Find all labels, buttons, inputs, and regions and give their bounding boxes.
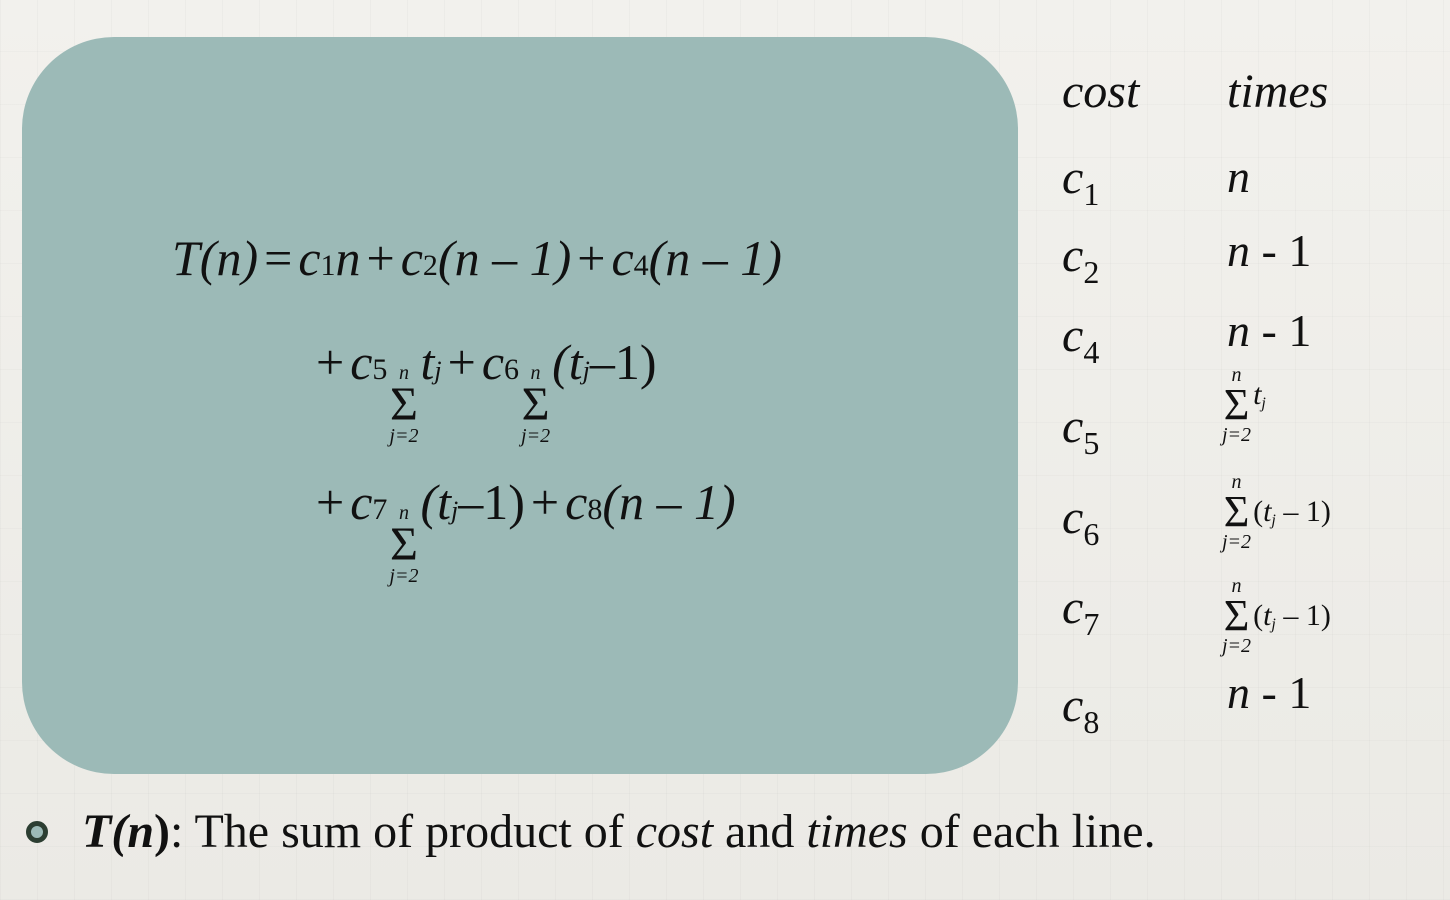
formula-lhs: T(n) <box>172 230 259 286</box>
bullet-text-3: of each line. <box>907 805 1156 858</box>
coef-c4: c <box>611 230 634 286</box>
header-cost: cost <box>1062 65 1140 118</box>
formula-line-1: T(n) = c 1 n + c 2 (n – 1) + c 4 (n – 1) <box>172 230 782 286</box>
coef-c8: c <box>565 474 588 530</box>
bullet-lead-t: T( <box>82 805 128 858</box>
term-n-minus-1: (n – 1) <box>648 230 782 286</box>
table-row <box>1062 150 1442 220</box>
term-n-minus-1: (n – 1) <box>602 474 736 530</box>
sigma-symbol: Σ <box>521 378 550 431</box>
row-cost: $c_1$ <box>1062 151 1100 212</box>
sigma-symbol: Σ <box>389 378 418 431</box>
row-cost: $c_7$ <box>1062 581 1100 642</box>
row-times: n <box>1227 151 1250 202</box>
equals-sign: = <box>264 230 293 286</box>
term-t: t <box>420 334 435 390</box>
plus-sign: + <box>447 334 476 390</box>
cost-times-table <box>1062 0 1442 760</box>
term-open: (t <box>420 474 452 530</box>
plus-sign: + <box>316 334 345 390</box>
plus-sign: + <box>577 230 606 286</box>
summation: n Σ j=2 <box>1222 575 1252 657</box>
formula-line-2: + c 5 n Σ j=2 t j + c 6 n Σ j=2 (t j –1) <box>316 334 657 448</box>
bullet-colon: : <box>170 805 184 858</box>
sum-lower-limit: j=2 <box>389 425 419 448</box>
sum-lower-limit: j=2 <box>389 565 419 588</box>
coef-c2: c <box>400 230 423 286</box>
row-times-sum: n Σ j=2 (tj – 1) <box>1222 471 1331 553</box>
row-cost: $c_4$ <box>1062 309 1100 370</box>
coef-c5: c <box>350 334 373 390</box>
plus-sign: + <box>366 230 395 286</box>
term-close: –1) <box>458 474 525 530</box>
formula-box <box>22 37 1018 774</box>
row-times-sum: n Σ j=2 (tj – 1) <box>1222 575 1331 657</box>
bullet-cost: cost <box>635 805 714 858</box>
plus-sign: + <box>530 474 560 530</box>
row-times: n - 1 <box>1227 667 1312 718</box>
row-cost: $c_5$ <box>1062 400 1100 461</box>
sigma-symbol: Σ <box>389 518 418 571</box>
summation: n Σ j=2 <box>1222 471 1252 553</box>
bullet-lead-close: ) <box>154 805 170 858</box>
bullet-times: times <box>806 805 908 858</box>
term-n-minus-1: (n – 1) <box>437 230 572 286</box>
plus-sign: + <box>316 474 345 530</box>
row-cost: $c_2$ <box>1062 229 1100 290</box>
row-times: n - 1 <box>1227 225 1312 276</box>
table-row <box>1062 668 1442 738</box>
summation <box>521 363 550 446</box>
bullet-circle-icon <box>26 821 48 843</box>
sum-upper-limit: n <box>530 362 541 384</box>
term-close: –1) <box>589 334 657 390</box>
summation <box>389 363 418 446</box>
summation: n Σ j=2 <box>1222 364 1252 446</box>
term-n: n <box>335 230 361 286</box>
sum-upper-limit: n <box>398 502 409 524</box>
row-cost: $c_6$ <box>1062 491 1100 552</box>
sum-upper-limit: n <box>398 362 409 384</box>
sum-lower-limit: j=2 <box>521 425 551 448</box>
table-row <box>1062 365 1442 475</box>
row-times-sum: n Σ j=2 tj <box>1222 364 1266 446</box>
table-row <box>1062 472 1442 582</box>
coef-c6: c <box>481 334 505 390</box>
summation <box>389 503 418 586</box>
bullet-lead-n: n <box>127 805 155 858</box>
coef-c7: c <box>350 474 373 530</box>
header-times: times <box>1227 65 1329 118</box>
coef-c1: c <box>298 230 321 286</box>
table-row <box>1062 225 1442 298</box>
formula-line-3: + c 7 n Σ j=2 (t j –1) + c 8 (n – 1) <box>316 474 736 588</box>
term-open: (t <box>552 334 583 390</box>
bullet-text-2: and <box>713 805 807 858</box>
row-cost: $c_8$ <box>1062 679 1100 740</box>
bullet-text-1: The sum of product of <box>183 805 636 858</box>
bullet-line <box>26 805 1156 858</box>
row-times: n - 1 <box>1227 305 1312 356</box>
